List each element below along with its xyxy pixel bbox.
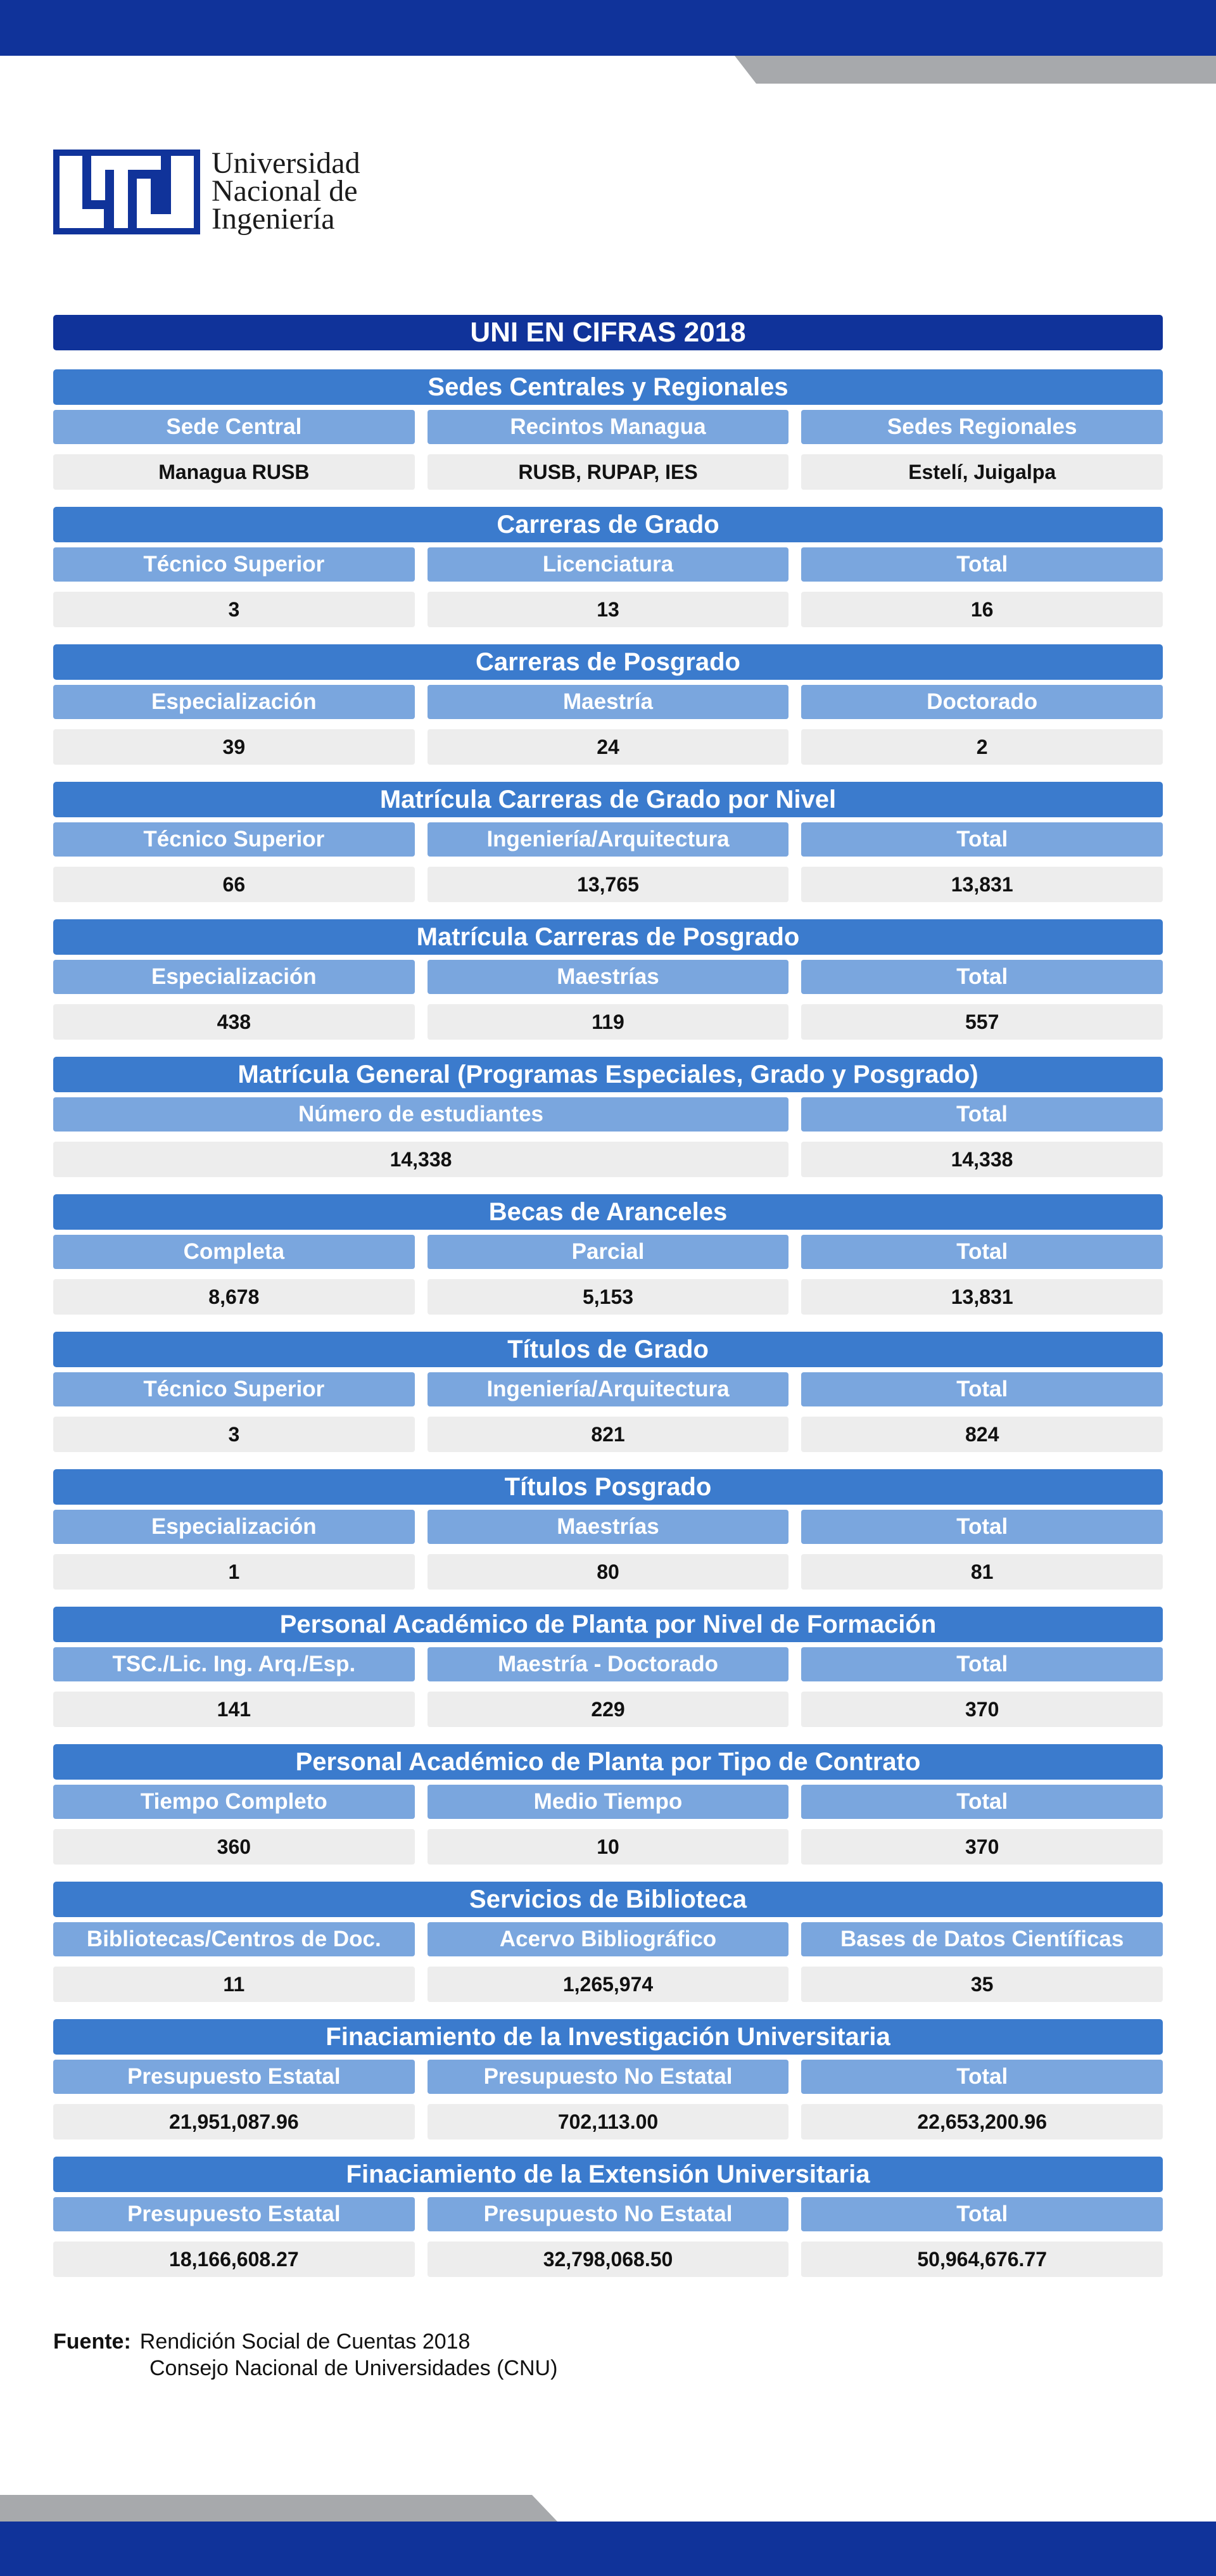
section-financiamiento-extension: [53, 2157, 1163, 2277]
uni-logo: [53, 146, 408, 245]
value-cell: 13,765: [428, 867, 789, 902]
value-cell: 10: [428, 1829, 789, 1865]
column-header: Técnico Superior: [53, 822, 415, 857]
column-header: Acervo Bibliográfico: [428, 1922, 789, 1956]
column-header: Presupuesto No Estatal: [428, 2060, 789, 2094]
section-title: Sedes Centrales y Regionales: [53, 369, 1163, 405]
value-cell: 3: [53, 592, 415, 627]
value-cell: 438: [53, 1004, 415, 1040]
value-cell: 229: [428, 1692, 789, 1727]
section-title: Matrícula Carreras de Grado por Nivel: [53, 782, 1163, 817]
section-title: Finaciamiento de la Extensión Universitaria: [53, 2157, 1163, 2192]
logo-line: Universidad: [212, 146, 360, 180]
logo-line: Nacional de: [212, 174, 358, 208]
section-title: Becas de Aranceles: [53, 1194, 1163, 1230]
column-header: Técnico Superior: [53, 1372, 415, 1406]
column-header: Parcial: [428, 1235, 789, 1269]
bottom-band: [0, 2522, 1216, 2576]
value-cell: 13: [428, 592, 789, 627]
logo-line: Ingeniería: [212, 202, 335, 236]
top-grey-stripe: [735, 56, 1216, 84]
column-header: Total: [801, 1647, 1163, 1681]
value-cell: 1: [53, 1554, 415, 1590]
value-cell: 821: [428, 1417, 789, 1452]
value-cell: 14,338: [53, 1142, 788, 1177]
value-cell: 824: [801, 1417, 1163, 1452]
value-cell: 13,831: [801, 867, 1163, 902]
column-header: Presupuesto Estatal: [53, 2197, 415, 2231]
column-header: Presupuesto Estatal: [53, 2060, 415, 2094]
column-header: Maestrías: [428, 1510, 789, 1544]
value-cell: 21,951,087.96: [53, 2104, 415, 2139]
column-header: Total: [801, 960, 1163, 994]
value-cell: 14,338: [801, 1142, 1163, 1177]
value-cell: RUSB, RUPAP, IES: [428, 454, 789, 490]
column-header: Especialización: [53, 1510, 415, 1544]
figures-panel: [53, 315, 1163, 2294]
value-cell: 24: [428, 729, 789, 765]
column-header: Total: [801, 2060, 1163, 2094]
section-title: Carreras de Grado: [53, 507, 1163, 542]
column-header: Bases de Datos Científicas: [801, 1922, 1163, 1956]
section-matricula-general: [53, 1057, 1163, 1177]
section-title: Carreras de Posgrado: [53, 644, 1163, 680]
section-title: Matrícula General (Programas Especiales, Grado y Posgrado): [53, 1057, 1163, 1092]
value-cell: 5,153: [428, 1279, 789, 1315]
value-cell: 141: [53, 1692, 415, 1727]
column-header: Especialización: [53, 960, 415, 994]
section-carreras-grado: [53, 507, 1163, 627]
section-title: Matrícula Carreras de Posgrado: [53, 919, 1163, 955]
value-cell: 18,166,608.27: [53, 2241, 415, 2277]
column-header: Tiempo Completo: [53, 1785, 415, 1819]
value-cell: 80: [428, 1554, 789, 1590]
section-becas: [53, 1194, 1163, 1315]
section-biblioteca: [53, 1882, 1163, 2002]
section-title: Finaciamiento de la Investigación Universitaria: [53, 2019, 1163, 2055]
value-cell: 8,678: [53, 1279, 415, 1315]
source-label: Fuente:: [53, 2330, 131, 2354]
value-cell: 119: [428, 1004, 789, 1040]
section-financiamiento-investigacion: [53, 2019, 1163, 2139]
column-header: Total: [801, 1785, 1163, 1819]
logo-wordmark: [212, 146, 360, 236]
section-carreras-posgrado: [53, 644, 1163, 765]
column-header: Total: [801, 1235, 1163, 1269]
column-header: Licenciatura: [428, 547, 789, 582]
value-cell: 1,265,974: [428, 1967, 789, 2002]
column-header: Total: [801, 1372, 1163, 1406]
bottom-grey-stripe: [0, 2495, 557, 2522]
column-header: Maestría: [428, 685, 789, 719]
value-cell: 35: [801, 1967, 1163, 2002]
column-header: Total: [801, 547, 1163, 582]
column-header: Medio Tiempo: [428, 1785, 789, 1819]
section-title: Personal Académico de Planta por Nivel de Formación: [53, 1607, 1163, 1642]
column-header: Sedes Regionales: [801, 410, 1163, 444]
section-title: Títulos de Grado: [53, 1332, 1163, 1367]
column-header: Total: [801, 2197, 1163, 2231]
value-cell: 3: [53, 1417, 415, 1452]
column-header: Total: [801, 822, 1163, 857]
value-cell: Managua RUSB: [53, 454, 415, 490]
section-sedes: [53, 369, 1163, 490]
column-header: Recintos Managua: [428, 410, 789, 444]
section-title: Personal Académico de Planta por Tipo de Contrato: [53, 1744, 1163, 1780]
value-cell: 32,798,068.50: [428, 2241, 789, 2277]
source-note: [53, 2328, 557, 2382]
column-header: Maestría - Doctorado: [428, 1647, 789, 1681]
column-header: Completa: [53, 1235, 415, 1269]
value-cell: 13,831: [801, 1279, 1163, 1315]
column-header: Bibliotecas/Centros de Doc.: [53, 1922, 415, 1956]
value-cell: 702,113.00: [428, 2104, 789, 2139]
section-personal-contrato: [53, 1744, 1163, 1865]
section-personal-formacion: [53, 1607, 1163, 1727]
value-cell: 50,964,676.77: [801, 2241, 1163, 2277]
column-header: Técnico Superior: [53, 547, 415, 582]
value-cell: 16: [801, 592, 1163, 627]
column-header: Doctorado: [801, 685, 1163, 719]
page-title: UNI EN CIFRAS 2018: [53, 315, 1163, 350]
value-cell: 66: [53, 867, 415, 902]
section-title: Títulos Posgrado: [53, 1469, 1163, 1505]
section-title: Servicios de Biblioteca: [53, 1882, 1163, 1917]
value-cell: 11: [53, 1967, 415, 2002]
column-header: TSC./Lic. Ing. Arq./Esp.: [53, 1647, 415, 1681]
column-header: Presupuesto No Estatal: [428, 2197, 789, 2231]
source-line: Consejo Nacional de Universidades (CNU): [149, 2356, 558, 2380]
column-header: Total: [801, 1097, 1163, 1132]
section-matricula-grado: [53, 782, 1163, 902]
value-cell: 81: [801, 1554, 1163, 1590]
column-header: Número de estudiantes: [53, 1097, 788, 1132]
value-cell: 370: [801, 1692, 1163, 1727]
value-cell: 360: [53, 1829, 415, 1865]
value-cell: 39: [53, 729, 415, 765]
top-band: [0, 0, 1216, 56]
column-header: Especialización: [53, 685, 415, 719]
section-titulos-grado: [53, 1332, 1163, 1452]
value-cell: 557: [801, 1004, 1163, 1040]
column-header: Ingeniería/Arquitectura: [428, 1372, 789, 1406]
section-matricula-posgrado: [53, 919, 1163, 1040]
value-cell: 22,653,200.96: [801, 2104, 1163, 2139]
source-line: Rendición Social de Cuentas 2018: [139, 2330, 471, 2354]
column-header: Maestrías: [428, 960, 789, 994]
uni-logo-mark-icon: [53, 150, 200, 234]
value-cell: Estelí, Juigalpa: [801, 454, 1163, 490]
column-header: Ingeniería/Arquitectura: [428, 822, 789, 857]
value-cell: 370: [801, 1829, 1163, 1865]
section-titulos-posgrado: [53, 1469, 1163, 1590]
column-header: Total: [801, 1510, 1163, 1544]
value-cell: 2: [801, 729, 1163, 765]
column-header: Sede Central: [53, 410, 415, 444]
